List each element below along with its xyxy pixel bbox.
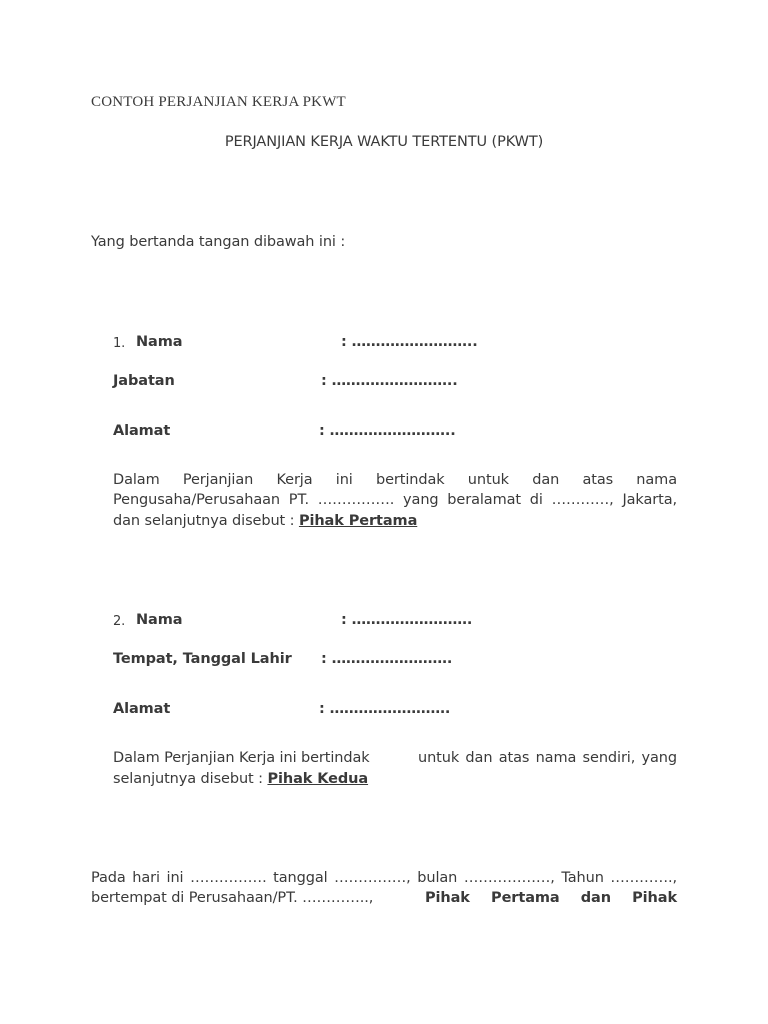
party1-paragraph-line: Dalam Perjanjian Kerja ini bertindak untuk dan atas nama [113,472,677,488]
party2-number: 2. [113,614,126,629]
party1-address-value: : …………………….. [319,423,456,439]
closing-paragraph-line: Pada hari ini ……………. tanggal ……………, bulan ………………, Tahun …………., [91,870,677,886]
intro-text: Yang bertanda tangan dibawah ini : [91,234,346,250]
party2-name-label: Nama [136,612,183,628]
party2-birth-value: : ……………………. [321,651,453,667]
party1-paragraph-line: Pengusaha/Perusahaan PT. ……………. yang beralamat di …………, Jakarta, [113,492,677,508]
party2-birth-label: Tempat, Tanggal Lahir [113,651,292,667]
party1-address-label: Alamat [113,423,171,439]
party2-designation-prefix: selanjutnya disebut : [113,771,263,787]
party1-position-value: : …………………….. [321,373,458,389]
party2-paragraph-last-line [113,771,368,787]
party2-address-value: : ……………………. [319,701,451,717]
party2-paragraph-part: untuk dan atas nama sendiri, yang [418,750,677,766]
party1-position-label: Jabatan [113,373,175,389]
party1-designation-term: Pihak Pertama [298,513,418,529]
party1-designation-prefix: dan selanjutnya disebut : [113,513,295,529]
closing-paragraph-bold-term: Pihak Pertama dan Pihak [425,890,677,906]
party1-paragraph-last-line [113,513,417,529]
party2-address-label: Alamat [113,701,171,717]
party1-number: 1. [113,336,126,351]
party2-designation-term: Pihak Kedua [267,771,369,787]
closing-paragraph-line-start: bertempat di Perusahaan/PT. ………….., [91,890,374,906]
party2-name-value: : ……………………. [341,612,473,628]
document-heading: CONTOH PERJANJIAN KERJA PKWT [91,94,346,110]
party1-name-value: : …………………….. [341,334,478,350]
document-title: PERJANJIAN KERJA WAKTU TERTENTU (PKWT) [224,134,544,150]
party1-name-label: Nama [136,334,183,350]
party2-paragraph-part: Dalam Perjanjian Kerja ini bertindak [113,750,370,766]
